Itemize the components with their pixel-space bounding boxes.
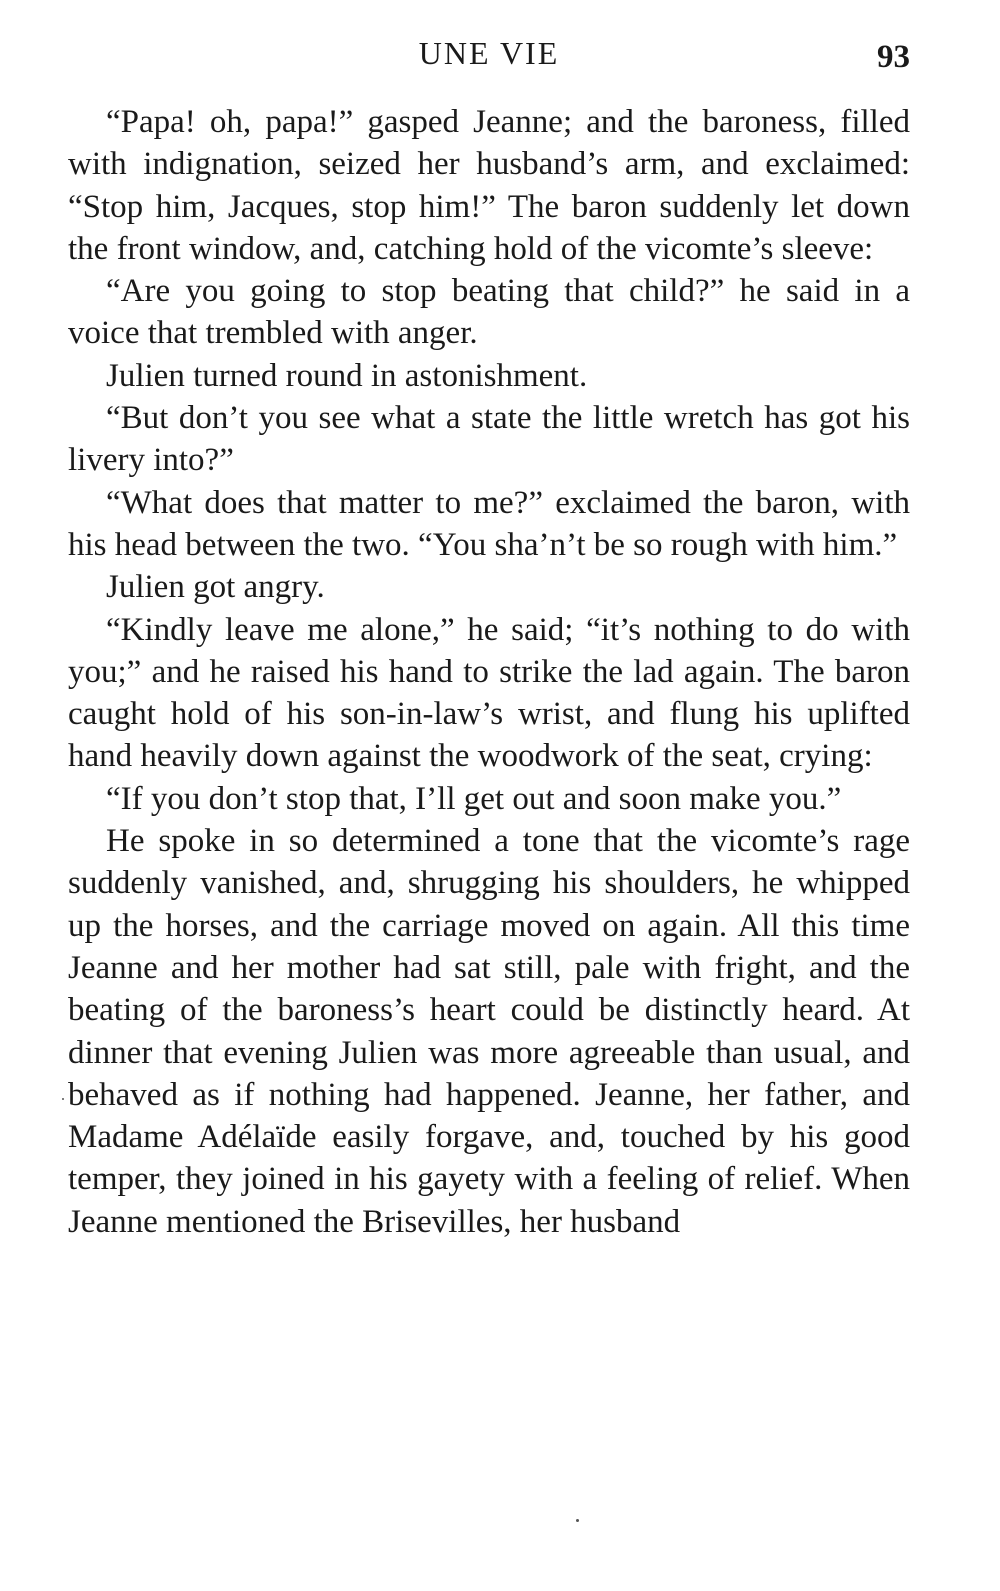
print-speck xyxy=(576,1519,579,1522)
paragraph: “Papa! oh, papa!” gasped Jeanne; and the baroness, filled with indignation, seized her husband’s arm, and exclaimed: “Stop him, Jacques, stop him!” The baron suddenly let down the front window, and, catching hold of the vicomte’s sleeve: xyxy=(68,104,910,267)
paragraph: “But don’t you see what a state the little wretch has got his livery into?” xyxy=(68,400,910,479)
page-number: 93 xyxy=(877,39,910,75)
paragraph: He spoke in so determined a tone that the vicomte’s rage suddenly vanished, and, shrugging his shoulders, he whipped up the horses, and the carriage moved on again. All this time Jeanne and her mother had sat still, pale with fright, and the beating of the baroness’s heart could be distinctly heard. At dinner that evening Julien was more agreeable than usual, and behaved as if nothing had happened. Jeanne, her father, and Madame Adélaïde easily forgave, and, touched by his good temper, they joined in his gayety with a feeling of relief. When Jeanne mentioned the Brisevilles, her husband xyxy=(68,823,910,1240)
page-header xyxy=(68,28,910,78)
running-title: UNE VIE xyxy=(418,35,560,71)
print-speck xyxy=(62,1098,64,1100)
body-text xyxy=(68,101,910,1243)
paragraph: Julien got angry. xyxy=(106,569,325,606)
paragraph: “Kindly leave me alone,” he said; “it’s nothing to do with you;” and he raised his hand to strike the lad again. The baron caught hold of his son-in-law’s wrist, and flung his uplifted hand heavily down against the woodwork of the seat, crying: xyxy=(68,611,910,775)
paragraph: “What does that matter to me?” exclaimed the baron, with his head between the two. “You sha’n’t be so rough with him.” xyxy=(68,484,910,563)
paragraph: “Are you going to stop beating that child?” he said in a voice that trembled with anger. xyxy=(68,273,910,352)
paragraph: Julien turned round in astonishment. xyxy=(106,357,588,394)
paragraph: “If you don’t stop that, I’ll get out and soon make you.” xyxy=(106,780,842,817)
